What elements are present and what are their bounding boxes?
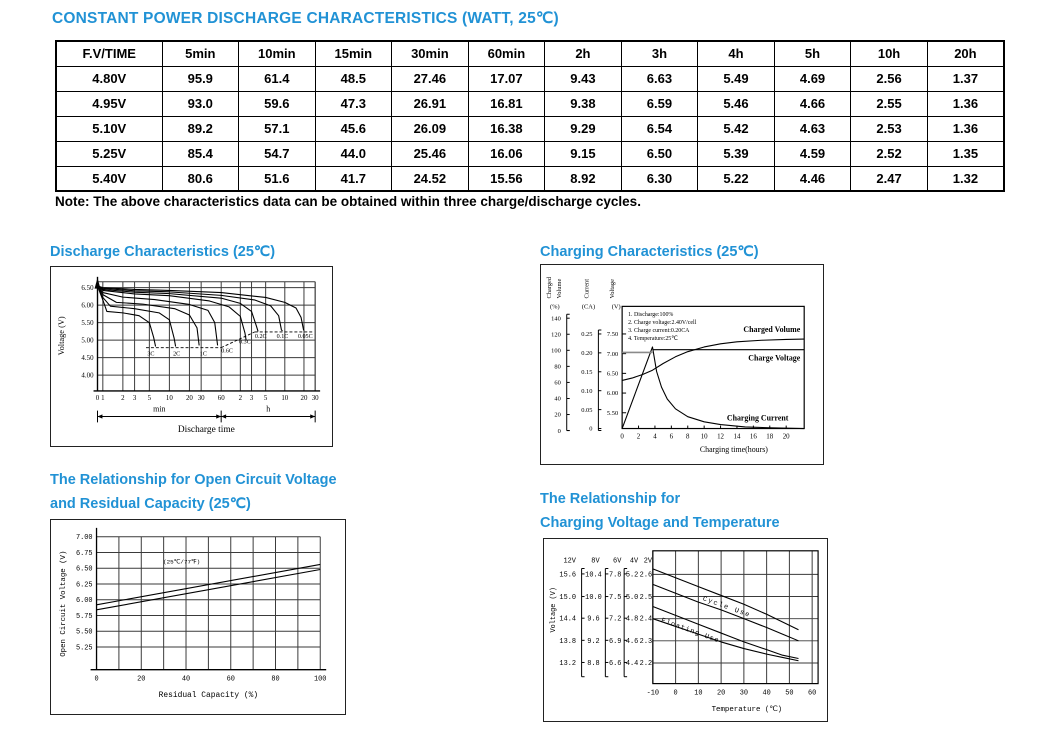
watt-cell: 1.36 [927,116,1004,141]
curve-label: Floating Use [659,616,721,646]
watt-cell: 51.6 [239,166,316,191]
scale-value: 2.6 [639,571,653,580]
time-col-header: 4h [698,41,775,66]
cvt-section-title [540,487,780,535]
x-tick-label: 30 [739,689,749,698]
x-tick-label: 5 [147,394,152,402]
condition-note: 4. Temperature:25℃ [628,335,678,342]
table-row [56,66,1004,91]
table-note: Note: The above characteristics data can be obtained within three charge/discharge cycles. [55,194,641,209]
time-col-header: 3h [621,41,698,66]
axis-unit: (CA) [581,303,596,311]
scale-tick-label: 60 [554,379,561,387]
watt-cell: 47.3 [315,91,392,116]
x-tick-label: 0 [620,433,624,441]
arrow-icon [221,414,226,418]
scale-value: 13.2 [559,659,577,668]
watt-cell: 6.30 [621,166,698,191]
scale-value: 4.8 [625,615,639,624]
watt-cell: 9.29 [545,116,622,141]
watt-cell: 26.91 [392,91,469,116]
charging-chart-svg [541,265,822,463]
x-tick-label: 30 [311,394,319,402]
watt-cell: 4.46 [774,166,851,191]
x-tick-label: -10 [646,689,660,698]
scale-value: 10.4 [585,571,602,580]
x-tick-label: 20 [716,689,726,698]
x-tick-label: 8 [686,433,690,441]
watt-cell: 27.46 [392,66,469,91]
time-col-header: 15min [315,41,392,66]
curve-label: 0.6C [221,348,233,355]
time-col-header: 5h [774,41,851,66]
watt-cell: 2.53 [851,116,928,141]
fv-row-header: 4.95V [56,91,162,116]
watt-cell: 57.1 [239,116,316,141]
watt-cell: 48.5 [315,66,392,91]
x-tick-label: 10 [700,433,708,441]
fv-row-header: 5.10V [56,116,162,141]
axis-name: Volume [555,278,563,299]
scale-value: 7.8 [609,571,622,580]
scale-header: 12V [563,557,576,566]
scale-tick-label: 0 [557,427,561,435]
watt-cell: 45.6 [315,116,392,141]
y-axis-title: Open Circuit Voltage (V) [59,550,68,657]
scale-tick-label: 6.00 [606,390,619,398]
x-tick-label: 2 [121,394,125,402]
watt-cell: 1.36 [927,91,1004,116]
y-tick-label: 5.25 [75,644,93,653]
x-tick-label: 2 [238,394,243,402]
watt-cell: 85.4 [162,141,239,166]
x-tick-label: 40 [181,675,191,684]
condition-note: 2. Charge voltage:2.40V/cell [628,320,697,327]
watt-cell: 89.2 [162,116,239,141]
x-tick-label: 0 [673,689,678,698]
curve-label: 0.2C [254,333,267,340]
scale-tick-label: 120 [551,331,561,339]
watt-cell: 2.47 [851,166,928,191]
watt-cell: 5.46 [698,91,775,116]
watt-cell: 6.54 [621,116,698,141]
fv-row-header: 4.80V [56,66,162,91]
table-row [56,141,1004,166]
watt-cell: 4.59 [774,141,851,166]
table-header-row [56,41,1004,66]
discharge-chart [50,266,333,447]
scale-value: 5.2 [625,571,639,580]
watt-cell: 9.38 [545,91,622,116]
scale-value: 15.6 [559,571,577,580]
watt-cell: 9.43 [545,66,622,91]
cvt-curve [653,584,799,640]
condition-note: 3. Charge current:0.20CA [628,327,690,334]
curve-label: 3C [147,351,155,358]
y-tick-label: 6.50 [81,285,94,293]
page-title: CONSTANT POWER DISCHARGE CHARACTERISTICS (WATT, 25℃) [52,10,559,27]
x-tick-label: 0 [94,675,99,684]
x-tick-label: 20 [185,394,193,402]
curve-label: Cycle Use [701,595,752,621]
x-unit-label: min [153,404,166,414]
time-col-header: 30min [392,41,469,66]
curve-label: 0.3C [239,339,251,346]
discharge-chart-svg [51,267,331,445]
scale-tick-label: 0.05 [581,406,593,414]
x-tick-label: 40 [762,689,771,698]
ocv-title-line2: and Residual Capacity (25℃) [50,496,251,512]
scale-tick-label: 100 [551,347,561,355]
table-row [56,116,1004,141]
scale-value: 6.6 [609,659,622,668]
watt-cell: 26.09 [392,116,469,141]
watt-cell: 61.4 [239,66,316,91]
scale-value: 5.0 [625,594,639,602]
condition-note: 1. Discharge:100% [628,312,674,319]
scale-tick-label: 80 [554,363,561,371]
watt-cell: 4.66 [774,91,851,116]
scale-value: 6.9 [609,637,622,646]
axis-unit: (V) [611,303,621,311]
x-tick-label: 80 [271,675,280,684]
curve-label: Charge Voltage [748,353,801,363]
discharge-section-title: Discharge Characteristics (25℃) [50,244,276,260]
time-col-header: 20h [927,41,1004,66]
scale-value: 4.6 [625,637,639,646]
watt-cell: 59.6 [239,91,316,116]
scale-tick-label: 0.20 [581,350,593,358]
scale-value: 7.2 [609,615,622,624]
scale-tick-label: 0.10 [581,387,593,395]
arrow-icon [98,414,103,418]
x-tick-label: 30 [197,394,205,402]
scale-tick-label: 6.50 [606,370,619,378]
x-unit-label: h [266,404,271,414]
watt-cell: 6.63 [621,66,698,91]
x-tick-label: 3 [249,394,254,402]
scale-tick-label: 20 [554,411,561,419]
cvt-chart [543,538,828,722]
y-tick-label: 4.50 [81,355,94,363]
curve-label: 2C [173,351,181,358]
watt-cell: 5.22 [698,166,775,191]
table-row [56,166,1004,191]
scale-value: 10.0 [585,594,602,602]
x-axis-title: Charging time(hours) [699,445,768,455]
scale-value: 15.0 [559,594,577,602]
arrow-icon [310,414,315,418]
scale-tick-label: 0.25 [581,331,593,339]
watt-cell: 17.07 [468,66,545,91]
ocv-chart-svg [51,520,344,713]
watt-cell: 6.59 [621,91,698,116]
plot-border [653,551,818,684]
y-tick-label: 5.50 [81,320,94,328]
constant-power-table [55,40,1005,192]
x-tick-label: 4 [653,433,657,441]
scale-value: 7.5 [609,594,622,602]
cvt-title-line2: Charging Voltage and Temperature [540,515,780,531]
y-tick-label: 5.00 [81,337,94,345]
time-col-header: 10min [239,41,316,66]
ocv-title-line1: The Relationship for Open Circuit Voltage [50,472,337,488]
cvt-curve [653,607,799,659]
scale-value: 2.5 [639,594,653,602]
x-tick-label: 10 [281,394,289,402]
curve-label: 0.05C [297,333,313,340]
x-tick-label: 10 [694,689,703,698]
watt-cell: 5.39 [698,141,775,166]
y-tick-label: 5.75 [75,612,93,621]
x-tick-label: 18 [766,433,774,441]
charging-section-title: Charging Characteristics (25℃) [540,244,759,260]
curve-label: Charged Volume [743,325,801,334]
scale-tick-label: 140 [551,315,561,323]
curve-label: 1C [199,351,207,358]
scale-tick-label: 40 [554,395,561,403]
x-tick-label: 0 [95,394,100,402]
scale-value: 2.4 [639,615,653,624]
scale-tick-label: 7.00 [606,350,619,358]
scale-value: 13.8 [559,637,577,646]
x-axis-title: Residual Capacity (%) [158,691,259,701]
scale-value: 9.2 [587,637,600,646]
scale-tick-label: 0.15 [581,368,593,376]
watt-cell: 9.15 [545,141,622,166]
watt-cell: 44.0 [315,141,392,166]
scale-value: 2.2 [639,659,653,668]
y-axis-title: Voltage (V) [56,316,66,356]
x-tick-label: 60 [807,689,817,698]
curve-label: Charging Current [726,413,789,423]
watt-cell: 2.52 [851,141,928,166]
scale-header: 8V [591,557,600,566]
scale-header: 2V [643,557,653,566]
watt-cell: 95.9 [162,66,239,91]
scale-tick-label: 7.50 [606,331,619,339]
scale-value: 14.4 [559,615,577,624]
y-tick-label: 6.75 [75,549,93,558]
cvt-chart-svg [544,539,826,720]
watt-cell: 93.0 [162,91,239,116]
curve-label: 0.1C [276,333,289,340]
watt-cell: 1.32 [927,166,1004,191]
watt-cell: 4.69 [774,66,851,91]
watt-cell: 8.92 [545,166,622,191]
scale-header: 4V [629,557,639,566]
scale-value: 4.4 [625,659,639,668]
x-tick-label: 14 [733,433,741,441]
scale-value: 8.8 [587,659,600,668]
watt-cell: 1.37 [927,66,1004,91]
x-tick-label: 100 [314,675,327,684]
watt-cell: 2.56 [851,66,928,91]
watt-cell: 15.56 [468,166,545,191]
time-col-header: 10h [851,41,928,66]
watt-cell: 16.38 [468,116,545,141]
x-tick-label: 60 [226,675,235,684]
y-axis-title: Voltage (V) [549,587,558,633]
y-tick-label: 6.00 [75,597,93,606]
x-tick-label: 20 [300,394,308,402]
fv-row-header: 5.40V [56,166,162,191]
table-row [56,91,1004,116]
x-tick-label: 6 [669,433,674,441]
scale-header: 6V [613,557,622,566]
scale-tick-label: 0 [589,425,593,433]
charging-chart [540,264,824,465]
scale-value: 9.6 [587,615,600,624]
axis-unit: (%) [550,303,560,311]
ocv-section-title [50,468,337,516]
temperature-annotation: (25℃/77℉) [163,558,201,566]
y-tick-label: 6.50 [75,565,93,574]
y-tick-label: 6.25 [75,581,93,590]
y-tick-label: 5.50 [75,628,93,637]
watt-cell: 24.52 [392,166,469,191]
watt-cell: 4.63 [774,116,851,141]
x-tick-label: 12 [717,433,725,441]
y-tick-label: 4.00 [81,372,94,380]
watt-cell: 16.81 [468,91,545,116]
watt-cell: 5.49 [698,66,775,91]
watt-cell: 54.7 [239,141,316,166]
x-tick-label: 10 [165,394,173,402]
scale-tick-label: 5.50 [606,409,619,417]
cvt-title-line1: The Relationship for [540,491,681,507]
x-tick-label: 20 [137,675,146,684]
x-tick-label: 5 [263,394,268,402]
x-tick-label: 3 [132,394,137,402]
watt-cell: 5.42 [698,116,775,141]
time-col-header: 5min [162,41,239,66]
fv-row-header: 5.25V [56,141,162,166]
x-tick-label: 20 [782,433,790,441]
arrow-icon [216,414,221,418]
watt-cell: 1.35 [927,141,1004,166]
watt-cell: 25.46 [392,141,469,166]
axis-name: Voltage [609,279,617,299]
x-tick-label: 60 [217,394,225,402]
time-col-header: 2h [545,41,622,66]
axis-name: Charged [545,276,553,299]
watt-cell: 80.6 [162,166,239,191]
watt-cell: 2.55 [851,91,928,116]
fv-time-header: F.V/TIME [56,41,162,66]
x-tick-label: 1 [101,394,105,402]
watt-cell: 41.7 [315,166,392,191]
x-tick-label: 2 [636,433,641,441]
axis-name: Current [583,278,591,299]
watt-cell: 6.50 [621,141,698,166]
watt-cell: 16.06 [468,141,545,166]
x-tick-label: 50 [785,689,794,698]
constant-power-table-wrap [55,40,1005,192]
x-axis-title: Temperature (℃) [711,706,783,715]
y-tick-label: 7.00 [75,534,93,543]
y-tick-label: 6.00 [81,302,94,310]
x-tick-label: 16 [749,433,757,441]
scale-value: 2.3 [639,637,653,646]
time-col-header: 60min [468,41,545,66]
ocv-chart [50,519,346,715]
x-axis-title: Discharge time [177,425,235,436]
